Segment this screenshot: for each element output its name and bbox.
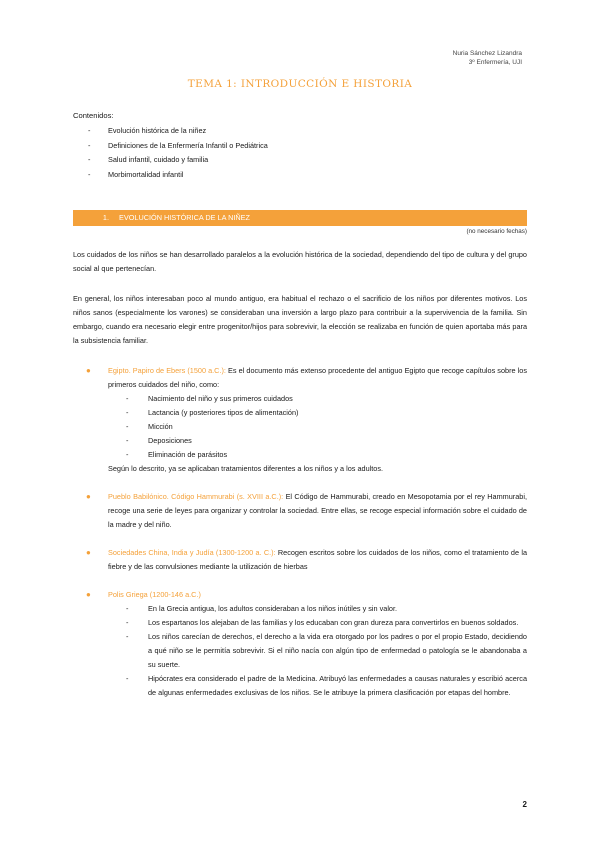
dash-marker: - — [88, 169, 91, 179]
china-block — [86, 546, 527, 574]
list-item — [126, 406, 527, 420]
dash-marker: - — [126, 450, 129, 459]
egypt-list — [126, 392, 527, 462]
section-title: EVOLUCIÓN HISTÓRICA DE LA NIÑEZ — [119, 213, 250, 222]
dash-marker: - — [88, 126, 91, 135]
list-item — [126, 392, 527, 406]
page-title: TEMA 1: INTRODUCCIÓN E HISTORIA — [187, 78, 413, 90]
contents-item-text: Definiciones de la Enfermería Infantil o Pediátrica — [108, 140, 268, 150]
list-item — [126, 630, 527, 672]
list-item — [126, 434, 527, 448]
egypt-label: Egipto. Papiro de Ebers (1500 a.C.): — [108, 366, 226, 375]
dash-marker: - — [88, 155, 91, 164]
dash-marker: - — [88, 140, 91, 150]
context-paragraph: En general, los niños interesaban poco al mundo antiguo, era habitual el rechazo o el sacrificio de los niños por diferentes motivos. Los niños sanos (especialmente los varones) se consideraban una inversión a largo plazo para contribuir a la supervivencia de la familia. Sin embargo, cuando era necesario elegir entre progenitor/hijos para sobrevivir, la elección se realizaba en función de quien aportaba más para la subsistencia familiar. — [73, 294, 527, 345]
contents-list — [88, 124, 268, 182]
list-item — [88, 139, 268, 154]
egypt-description: Es el documento más extenso procedente del antiguo Egipto que recoge capítulos sobre los primeros cuidados del niño, como: — [108, 366, 527, 389]
dash-marker: - — [126, 618, 129, 627]
dash-marker: - — [126, 604, 129, 613]
section-note: (no necesario fechas) — [466, 228, 527, 235]
dash-marker: - — [126, 394, 129, 403]
bullet-icon: ● — [86, 590, 91, 599]
list-item-text: En la Grecia antigua, los adultos consideraban a los niños inútiles y sin valor. — [148, 604, 398, 613]
greek-label: Polis Griega (1200-146 a.C.) — [108, 590, 201, 599]
dash-marker: - — [126, 408, 129, 417]
contents-heading: Contenidos: — [73, 111, 114, 120]
list-item — [126, 448, 527, 462]
intro-paragraph: Los cuidados de los niños se han desarrollado paralelos a la evolución histórica de la sociedad, dependiendo del tipo de cultura y del grupo social al que pertenecían. — [73, 250, 527, 273]
list-item-text: Nacimiento del niño y sus primeros cuidados — [148, 394, 293, 403]
header-author: Nuria Sánchez Lizandra — [452, 50, 522, 57]
greek-block — [86, 588, 527, 700]
contents-item-text: Morbimortalidad infantil — [108, 169, 184, 179]
list-item-text: Los espartanos los alejaban de las familias y los educaban con gran dureza para convertirlos en buenos soldados. — [148, 618, 519, 627]
dash-marker: - — [126, 632, 129, 641]
egypt-block — [86, 364, 527, 476]
babylon-block — [86, 490, 527, 532]
greek-list — [126, 602, 527, 700]
china-description: Recogen escritos sobre los cuidados de los niños, como el tratamiento de la fiebre y de las convulsiones mediante la utilización de hierbas — [108, 548, 527, 571]
list-item-text: Lactancia (y posteriores tipos de alimentación) — [148, 408, 299, 417]
dash-marker: - — [126, 422, 129, 431]
list-item — [126, 420, 527, 434]
section-heading-bar — [73, 210, 527, 226]
china-text — [108, 546, 527, 574]
list-item-text: Los niños carecían de derechos, el derecho a la vida era otorgado por los padres o por el propio Estado, decidiendo a qué niño se le permitía sobrevivir. Si el niño nacía con algún tipo de enfermedad o patología se le abandonaba a su suerte. — [148, 632, 527, 669]
list-item-text: Eliminación de parásitos — [148, 450, 228, 459]
babylon-text — [108, 490, 527, 532]
bullet-icon: ● — [86, 548, 91, 557]
header-course: 3º Enfermería, UJI — [468, 58, 522, 66]
dash-marker: - — [126, 436, 129, 445]
contents-item-text: Salud infantil, cuidado y familia — [108, 155, 209, 164]
list-item — [88, 168, 268, 183]
egypt-text — [108, 364, 527, 476]
list-item — [88, 124, 268, 139]
list-item — [126, 672, 527, 700]
list-item — [88, 153, 268, 168]
bullet-icon: ● — [86, 366, 91, 375]
list-item — [126, 602, 527, 616]
page-number: 2 — [522, 800, 527, 809]
page-header — [453, 50, 522, 67]
list-item — [126, 616, 527, 630]
list-item-text: Hipócrates era considerado el padre de la Medicina. Atribuyó las enfermedades a causas naturales y escribió acerca de algunas enfermedades exclusivas de los niños. Se le atribuye la primera clasificación por etapas del hombre. — [148, 674, 527, 697]
greek-text — [108, 588, 527, 700]
list-item-text: Deposiciones — [148, 436, 192, 445]
china-label: Sociedades China, India y Judía (1300-1200 a. C.): — [108, 548, 276, 557]
list-item-text: Micción — [148, 422, 173, 431]
bullet-icon: ● — [86, 492, 91, 501]
dash-marker: - — [126, 674, 129, 683]
egypt-conclusion: Según lo descrito, ya se aplicaban tratamientos diferentes a los niños y a los adultos. — [108, 464, 384, 473]
section-number: 1. — [102, 213, 109, 222]
contents-item-text: Evolución histórica de la niñez — [108, 126, 207, 135]
babylon-label: Pueblo Babilónico. Código Hammurabi (s. XVIII a.C.): — [108, 492, 284, 501]
babylon-description: El Código de Hammurabi, creado en Mesopotamia por el rey Hammurabi, recoge una serie de leyes para organizar y controlar la sociedad. Entre ellas, se recoge especial información sobre el cuidado de la madre y del niño. — [108, 492, 527, 529]
